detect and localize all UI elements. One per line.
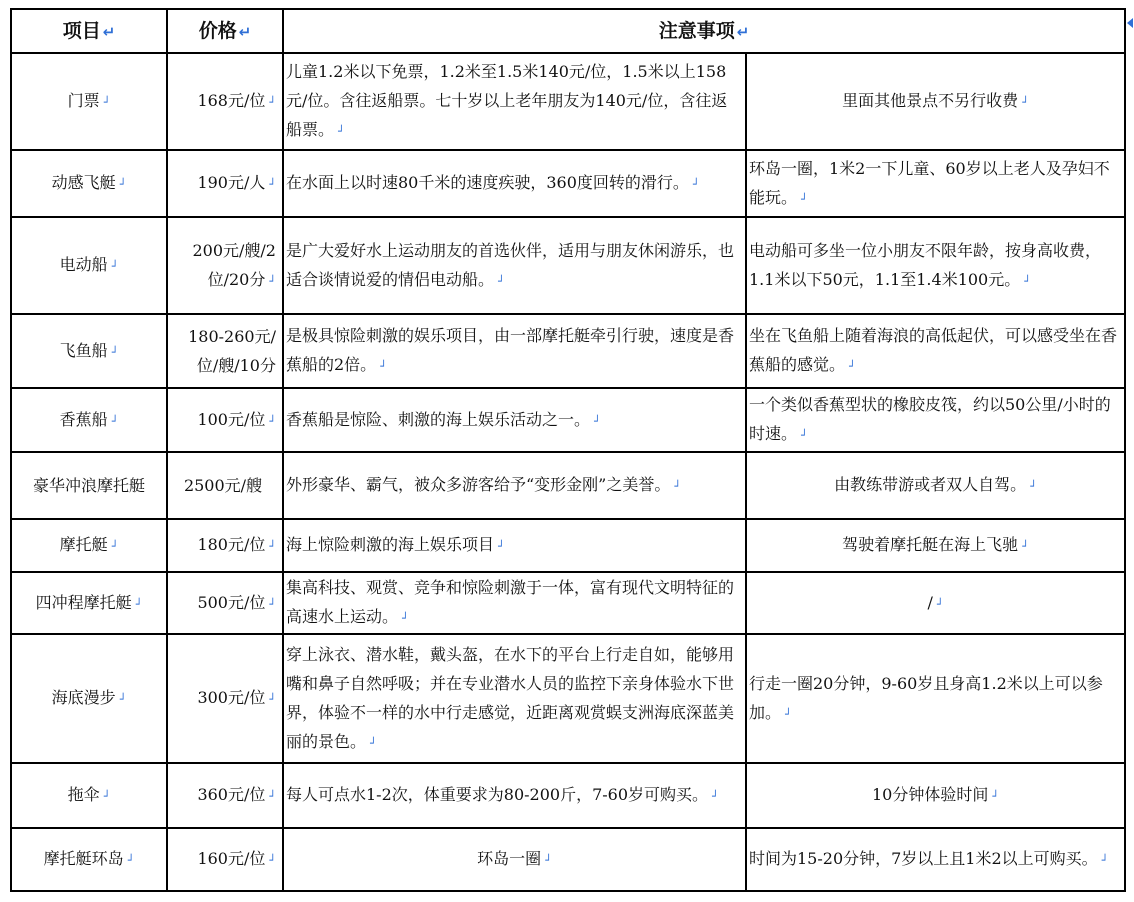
header-notes-label: 注意事项	[658, 19, 735, 42]
note-cell	[746, 634, 1125, 763]
desc-cell	[283, 53, 746, 150]
activity-price-table	[10, 8, 1126, 892]
item-name: 摩托艇	[59, 535, 108, 554]
note-cell	[746, 388, 1125, 452]
cell-end-mark-icon: ┘	[338, 125, 345, 138]
cell-end-mark-icon: ┘	[801, 429, 808, 442]
note-text: 里面其他景点不另行收费	[842, 91, 1019, 110]
cell-end-mark-icon: ┘	[801, 192, 808, 206]
cell-end-mark-icon: ┘	[135, 597, 143, 611]
desc-text: 是极具惊险刺激的娱乐项目，由一部摩托艇牵引行驶，速度是香蕉船的2倍。	[286, 326, 735, 374]
cell-end-mark-icon: ┘	[269, 96, 276, 109]
note-cell	[746, 519, 1125, 572]
cell-end-mark-icon: ┘	[269, 274, 276, 288]
price-value: 2500元/艘	[183, 476, 263, 495]
note-cell	[746, 828, 1125, 891]
header-notes	[283, 9, 1125, 53]
item-cell	[11, 452, 167, 519]
desc-cell	[283, 634, 746, 763]
desc-text: 香蕉船是惊险、刺激的海上娱乐活动之一。	[286, 409, 591, 429]
table-row	[11, 634, 1125, 763]
price-cell	[167, 519, 283, 572]
item-cell	[11, 519, 167, 572]
note-text: 坐在飞鱼船上随着海浪的高低起伏，可以感受坐在香蕉船的感觉。	[749, 326, 1118, 374]
cell-end-mark-icon: ┘	[498, 274, 505, 288]
cell-end-mark-icon: ┘	[594, 414, 601, 428]
price-cell	[167, 388, 283, 452]
desc-cell	[283, 314, 746, 388]
price-cell	[167, 217, 283, 314]
item-name: 四冲程摩托艇	[35, 592, 132, 612]
row-end-marker-icon	[1127, 18, 1133, 28]
table-row	[11, 828, 1125, 891]
cell-end-mark-icon: ┘	[111, 345, 119, 359]
desc-text: 儿童1.2米以下免票，1.2米至1.5米140元/位，1.5米以上158元/位。含往返船票。七十岁以上老年朋友为140元/位，含往返船票。	[286, 62, 728, 139]
cell-end-mark-icon: ┘	[127, 854, 135, 867]
cell-end-mark-icon: ┘	[111, 260, 119, 273]
paragraph-mark-icon: ↵	[102, 22, 116, 41]
cell-end-mark-icon: ┘	[269, 854, 276, 867]
cell-end-mark-icon: ┘	[119, 693, 127, 706]
item-name: 豪华冲浪摩托艇	[32, 476, 145, 495]
cell-end-mark-icon: ┘	[380, 360, 387, 373]
price-cell	[167, 53, 283, 150]
desc-text: 环岛一圈	[477, 849, 542, 868]
item-cell	[11, 572, 167, 634]
table-row	[11, 217, 1125, 314]
item-name: 香蕉船	[59, 409, 108, 429]
price-cell	[167, 763, 283, 828]
price-value: 160元/位	[197, 849, 266, 868]
paragraph-mark-icon: ↵	[736, 22, 750, 41]
note-cell	[746, 217, 1125, 314]
header-item-label: 项目	[62, 19, 101, 42]
note-text: 环岛一圈，1米2一下儿童、60岁以上老人及孕妇不能玩。	[749, 158, 1110, 207]
price-value: 190元/人	[197, 173, 266, 192]
desc-text: 每人可点水1-2次，体重要求为80-200斤，7-60岁可购买。	[286, 785, 709, 804]
cell-end-mark-icon: ┘	[370, 736, 377, 750]
cell-end-mark-icon: ┘	[103, 96, 111, 109]
desc-text: 海上惊险刺激的海上娱乐项目	[286, 535, 495, 554]
price-value: 100元/位	[197, 409, 266, 429]
item-cell	[11, 217, 167, 314]
note-cell	[746, 314, 1125, 388]
cell-end-mark-icon: ┘	[936, 597, 944, 611]
price-value: 360元/位	[197, 785, 266, 804]
table-row	[11, 452, 1125, 519]
cell-end-mark-icon: ┘	[849, 360, 856, 373]
cell-end-mark-icon: ┘	[1024, 274, 1031, 288]
note-cell	[746, 53, 1125, 150]
table-row	[11, 314, 1125, 388]
note-cell	[746, 763, 1125, 828]
cell-end-mark-icon: ┘	[1030, 480, 1037, 493]
price-value: 168元/位	[197, 91, 266, 110]
cell-end-mark-icon: ┘	[1022, 96, 1029, 109]
price-cell	[167, 572, 283, 634]
item-name: 拖伞	[67, 785, 100, 804]
cell-end-mark-icon: ┘	[785, 707, 792, 721]
item-name: 电动船	[59, 255, 108, 274]
table-row	[11, 763, 1125, 828]
desc-cell	[283, 828, 746, 891]
price-cell	[167, 150, 283, 217]
item-cell	[11, 314, 167, 388]
note-text: 电动船可多坐一位小朋友不限年龄，按身高收费，1.1米以下50元，1.1至1.4米100元。	[749, 240, 1102, 289]
table-row	[11, 53, 1125, 150]
item-name: 摩托艇环岛	[43, 849, 124, 868]
desc-text: 集高科技、观赏、竞争和惊险刺激于一体，富有现代文明特征的高速水上运动。	[286, 578, 735, 626]
price-cell	[167, 828, 283, 891]
table-row	[11, 150, 1125, 217]
cell-end-mark-icon: ┘	[119, 178, 127, 191]
price-value: 200元/艘/2位/20分	[192, 240, 276, 289]
item-name: 动感飞艇	[51, 173, 116, 192]
cell-end-mark-icon: ┘	[402, 612, 409, 625]
price-cell	[167, 452, 283, 519]
item-cell	[11, 634, 167, 763]
price-value: 300元/位	[197, 688, 266, 707]
item-name: 飞鱼船	[59, 340, 108, 360]
cell-end-mark-icon: ┘	[111, 414, 119, 428]
price-value: 180元/位	[197, 535, 266, 554]
cell-end-mark-icon: ┘	[692, 178, 700, 191]
cell-end-mark-icon: ┘	[269, 414, 276, 428]
note-cell	[746, 150, 1125, 217]
cell-end-mark-icon: ┘	[1101, 854, 1109, 867]
desc-text: 是广大爱好水上运动朋友的首选伙伴，适用与朋友休闲游乐，也适合谈情说爱的情侣电动船。	[286, 240, 735, 289]
desc-text: 在水面上以时速80千米的速度疾驶，360度回转的滑行。	[286, 173, 689, 192]
cell-end-mark-icon: ┘	[1022, 540, 1029, 553]
cell-end-mark-icon: ┘	[269, 178, 276, 191]
desc-cell	[283, 519, 746, 572]
cell-end-mark-icon: ┘	[269, 790, 276, 803]
header-price-label: 价格	[198, 19, 237, 42]
note-text: 驾驶着摩托艇在海上飞驰	[842, 535, 1019, 554]
item-cell	[11, 150, 167, 217]
note-text: /	[927, 592, 933, 612]
price-cell	[167, 634, 283, 763]
desc-cell	[283, 763, 746, 828]
cell-end-mark-icon: ┘	[712, 790, 719, 803]
cell-end-mark-icon: ┘	[545, 854, 552, 867]
desc-cell	[283, 217, 746, 314]
price-cell	[167, 314, 283, 388]
desc-text: 穿上泳衣、潜水鞋，戴头盔，在水下的平台上行走自如，能够用嘴和鼻子自然呼吸；并在专业潜水人员的监控下亲身体验水下世界，体验不一样的水中行走感觉，近距离观赏蜈支洲海底深蓝美丽的景色。	[286, 644, 735, 751]
note-text: 时间为15-20分钟，7岁以上且1米2以上可购买。	[749, 849, 1098, 868]
note-text: 一个类似香蕉型状的橡胶皮筏，约以50公里/小时的时速。	[749, 395, 1111, 443]
cell-end-mark-icon: ┘	[674, 480, 681, 493]
note-text: 行走一圈20分钟，9-60岁且身高1.2米以上可以参加。	[749, 673, 1103, 722]
item-name: 门票	[67, 91, 100, 110]
header-price	[167, 9, 283, 53]
cell-end-mark-icon: ┘	[992, 790, 999, 803]
item-cell	[11, 388, 167, 452]
price-value: 180-260元/位/艘/10分	[188, 327, 276, 375]
desc-cell	[283, 150, 746, 217]
note-cell	[746, 452, 1125, 519]
desc-cell	[283, 388, 746, 452]
item-cell	[11, 763, 167, 828]
desc-text: 外形豪华、霸气，被众多游客给予“变形金刚”之美誉。	[286, 475, 671, 494]
cell-end-mark-icon: ┘	[269, 693, 276, 706]
item-cell	[11, 53, 167, 150]
cell-end-mark-icon: ┘	[111, 540, 119, 553]
table-row	[11, 388, 1125, 452]
note-text: 由教练带游或者双人自驾。	[834, 475, 1027, 494]
item-cell	[11, 828, 167, 891]
header-row	[11, 9, 1125, 53]
note-text: 10分钟体验时间	[872, 785, 989, 804]
paragraph-mark-icon: ↵	[238, 22, 252, 41]
cell-end-mark-icon: ┘	[269, 540, 276, 553]
price-value: 500元/位	[197, 592, 266, 612]
desc-cell	[283, 572, 746, 634]
item-name: 海底漫步	[51, 688, 116, 707]
table-row	[11, 519, 1125, 572]
cell-end-mark-icon: ┘	[103, 790, 111, 803]
desc-cell	[283, 452, 746, 519]
table-row	[11, 572, 1125, 634]
header-item	[11, 9, 167, 53]
cell-end-mark-icon: ┘	[498, 540, 505, 553]
note-cell	[746, 572, 1125, 634]
cell-end-mark-icon: ┘	[269, 597, 276, 611]
